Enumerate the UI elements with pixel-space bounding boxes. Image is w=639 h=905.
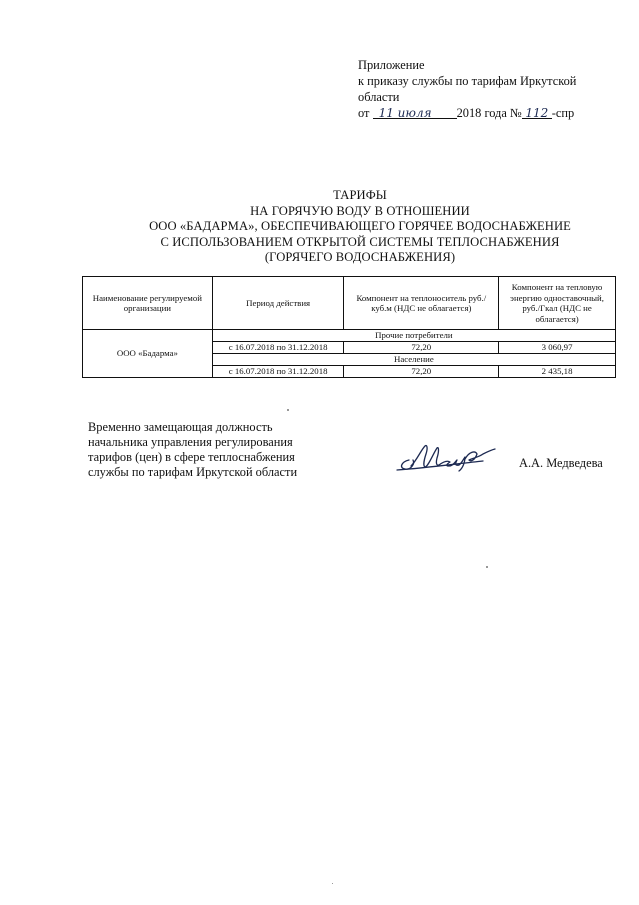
appendix-line: области [358, 90, 400, 104]
appendix-date-line [358, 105, 628, 121]
number-suffix: -спр [551, 106, 575, 120]
year-text: 2018 года № [456, 106, 522, 120]
header-organization: Наименование регулируемой организации [83, 277, 213, 330]
header-carrier-component: Компонент на теплоноситель руб./куб.м (НДС не облагается) [344, 277, 499, 330]
scan-speck [287, 409, 289, 411]
position-line: начальника управления регулирования [88, 435, 293, 449]
position-line: службы по тарифам Иркутской области [88, 465, 298, 479]
scan-speck [332, 883, 333, 884]
title-line: (ГОРЯЧЕГО ВОДОСНАБЖЕНИЯ) [264, 250, 456, 264]
category-row [83, 330, 616, 342]
header-energy-component: Компонент на тепловую энергию одноставочный, руб./Гкал (НДС не облагается) [499, 277, 616, 330]
handwritten-signature [395, 440, 505, 476]
organization-cell: ООО «Бадарма» [83, 330, 213, 378]
title-line: С ИСПОЛЬЗОВАНИЕМ ОТКРЫТОЙ СИСТЕМЫ ТЕПЛОСНАБЖЕНИЯ [160, 234, 560, 249]
carrier-cell: 72,20 [344, 366, 499, 378]
appendix-line: к приказу службы по тарифам Иркутской [358, 74, 577, 88]
scan-speck [486, 566, 488, 568]
category-cell: Прочие потребители [212, 330, 615, 342]
position-line: тарифов (цен) в сфере теплоснабжения [88, 450, 295, 464]
appendix-line: Приложение [358, 58, 425, 72]
document-title [60, 188, 639, 266]
position-line: Временно замещающая должность [88, 420, 273, 434]
period-cell: с 16.07.2018 по 31.12.2018 [212, 342, 344, 354]
period-cell: с 16.07.2018 по 31.12.2018 [212, 366, 344, 378]
energy-cell: 3 060,97 [499, 342, 616, 354]
appendix-header [358, 57, 628, 121]
header-period: Период действия [212, 277, 344, 330]
category-cell: Население [212, 354, 615, 366]
energy-cell: 2 435,18 [499, 366, 616, 378]
signer-name: А.А. Медведева [519, 456, 603, 470]
tariff-table [82, 276, 616, 378]
title-line: ООО «БАДАРМА», ОБЕСПЕЧИВАЮЩЕГО ГОРЯЧЕЕ ВОДОСНАБЖЕНИЕ [149, 219, 571, 233]
title-line: НА ГОРЯЧУЮ ВОДУ В ОТНОШЕНИИ [250, 203, 470, 218]
carrier-cell: 72,20 [344, 342, 499, 354]
handwritten-date: 11 июля [373, 105, 457, 121]
date-prefix: от [358, 106, 370, 120]
handwritten-number: 112 [522, 105, 552, 121]
title-line: ТАРИФЫ [333, 188, 387, 202]
table-header-row [83, 277, 616, 330]
signatory-position [88, 420, 338, 480]
